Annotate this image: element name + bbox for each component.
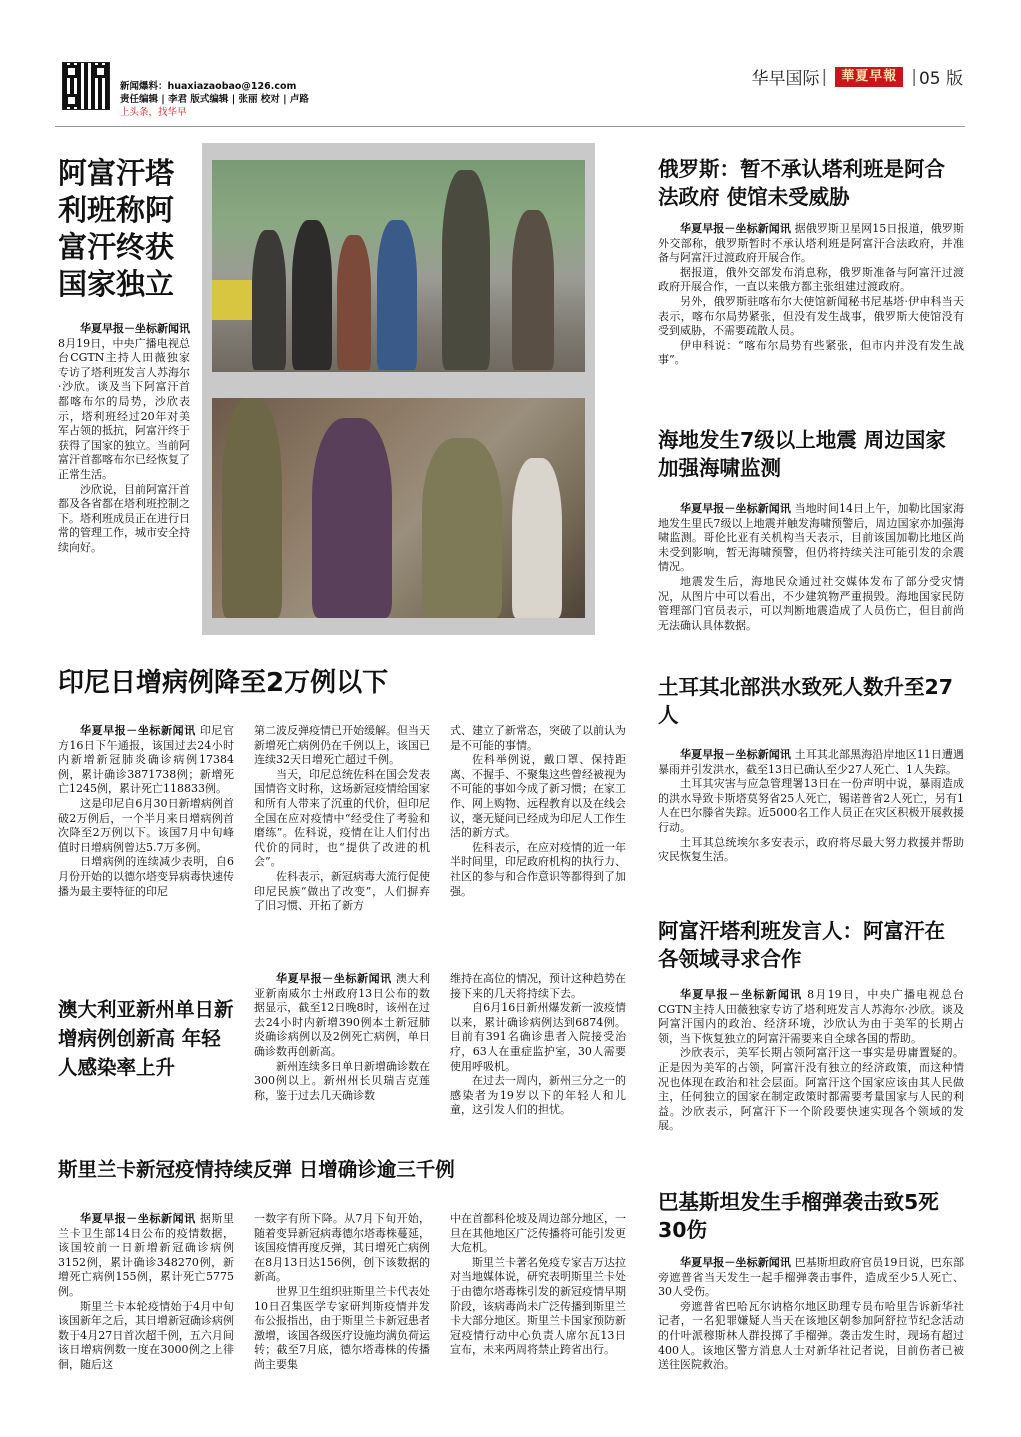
masthead-meta <box>120 80 309 119</box>
lead-paragraph: 8月19日，中央广播电视总台CGTN主持人田薇独家专访了塔利班发言人苏海尔·沙欣。谈及当下阿富汗首都喀布尔的局势，沙欣表示，塔利班经过20年对美军占领的抵抗，阿富汗终于获得了国家的独立。当前阿富汗首都喀布尔已经恢复了正常生活。 <box>58 336 190 481</box>
australia-col2 <box>450 972 626 1118</box>
indonesia-col3 <box>450 724 626 899</box>
srilanka-paragraph: 世界卫生组织驻斯里兰卡代表处10日召集医学专家研判斯疫情并发布公报指出，由于斯里兰卡新冠患者激增，该国各级医疗设施均满负荷运转；截至7月底，德尔塔毒株的传播尚主要集 <box>254 1284 430 1371</box>
indonesia-col2 <box>254 724 430 914</box>
qr-code <box>62 62 110 110</box>
srilanka-paragraph: 据斯里兰卡卫生部14日公布的疫情数据，该国较前一日新增新冠确诊病例3152例，累计确诊348270例，新增死亡病例155例，累计死亡5775例。 <box>58 1212 235 1298</box>
turkey-byline: 华夏早报－坐标新闻讯 <box>680 748 791 761</box>
indonesia-headline: 印尼日增病例降至2万例以下 <box>58 668 389 698</box>
pakistan-paragraph: 巴基斯坦政府官员19日说，巴东部旁遮普省当天发生一起手榴弹袭击事件，造成至少5人死亡、30人受伤。 <box>658 1256 965 1299</box>
haiti-paragraph: 当地时间14日上午，加勒比国家海地发生里氏7级以上地震并触发海啸预警后，周边国家亦加强海啸监测。哥伦比亚有关机构当天表示，目前该国加勒比地区尚未受到影响，暂无海啸预警，但仍将持续关注可能引发的余震情况。 <box>658 502 965 574</box>
srilanka-col3 <box>450 1212 626 1358</box>
russia-headline: 俄罗斯：暂不承认塔利班是阿合法政府 使馆未受威胁 <box>658 157 945 209</box>
australia-paragraph: 维持在高位的情况，预计这种趋势在接下来的几天将持续下去。 <box>450 972 626 1000</box>
pakistan-headline: 巴基斯坦发生手榴弹袭击致5死30伤 <box>658 1190 939 1242</box>
afghan2-byline: 华夏早报－坐标新闻讯 <box>680 988 803 1001</box>
srilanka-paragraph: 斯里兰卡本轮疫情始于4月中旬该国新年之后，其日增新冠确诊病例数于4月27日首次超千例，五六月间该日增病例数一度在3000例之上徘徊，随后这 <box>58 1299 234 1371</box>
turkey-paragraph: 土耳其北部黑海沿岸地区11日遭遇暴雨并引发洪水，截至13日已确认至少27人死亡、1人失踪。 <box>658 748 965 776</box>
russia-paragraph: 据俄罗斯卫星网15日报道，俄罗斯外交部称，俄罗斯暂时不承认塔利班是阿富汗合法政府，并准备与阿富汗过渡政府开展合作。 <box>658 222 965 265</box>
srilanka-byline: 华夏早报－坐标新闻讯 <box>80 1212 196 1225</box>
srilanka-paragraph: 一数字有所下降。从7月下旬开始，随着变异新冠病毒德尔塔毒株蔓延，该国疫情再度反弹，其日增死亡病例在8月13日达156例，创下该数据的新高。 <box>254 1212 430 1284</box>
indonesia-paragraph: 式、建立了新常态，突破了以前认为是不可能的事情。 <box>450 724 626 752</box>
indonesia-paragraph: 佐科表示，在应对疫情的近一年半时间里，印尼政府机构的执行力、社区的参与和合作意识等都得到了加强。 <box>450 840 626 898</box>
afghan2-body <box>658 988 964 1134</box>
russia-paragraph: 另外，俄罗斯驻喀布尔大使馆新闻秘书尼基塔·伊申科当天表示，喀布尔局势紧张，但没有发生战事，俄罗斯大使馆没有受到威胁，不需要疏散人员。 <box>658 294 964 338</box>
srilanka-paragraph: 中在首都科伦坡及周边部分地区，一旦在其他地区广泛传播将可能引发更大危机。 <box>450 1212 626 1255</box>
srilanka-col1 <box>58 1212 234 1373</box>
lead-headline: 阿富汗塔利班称阿富汗终获国家独立 <box>58 156 175 301</box>
srilanka-headline: 斯里兰卡新冠疫情持续反弹 日增确诊逾三千例 <box>58 1158 455 1181</box>
slogan: 上头条，找华早 <box>120 107 187 118</box>
lead-paragraph: 沙欣说，目前阿富汗首都及各省都在塔利班控制之下。塔利班成员正在进行日常的管理工作，城市安全持续向好。 <box>58 482 190 554</box>
newspaper-logo: 華夏早報 <box>835 67 903 87</box>
section-name: 华早国际 <box>751 69 820 89</box>
australia-byline: 华夏早报－坐标新闻讯 <box>276 972 392 985</box>
indonesia-paragraph: 佐科表示，新冠病毒大流行促使印尼民族“做出了改变”，人们摒弃了旧习惯、开拓了新方 <box>254 869 430 913</box>
lead-byline: 华夏早报－坐标新闻讯 <box>80 322 190 335</box>
turkey-paragraph: 土耳其灾害与应急管理署13日在一份声明中说，暴雨造成的洪水导致卡斯塔莫努省25人死亡，锡诺普省2人死亡，另有1人在巴尔滕省失踪。近5000名工作人员正在灾区积极开展救援行动。 <box>658 777 964 834</box>
afghan2-headline: 阿富汗塔利班发言人：阿富汗在各领域寻求合作 <box>658 919 945 971</box>
taliban-street-photo <box>212 160 585 372</box>
indonesia-byline: 华夏早报－坐标新闻讯 <box>80 724 196 737</box>
pakistan-paragraph: 旁遮普省巴哈瓦尔讷格尔地区助理专员布哈里告诉新华社记者，一名犯罪嫌疑人当天在该地区朝参加阿舒拉节纪念活动的什叶派穆斯林人群投掷了手榴弹。袭击发生时，现场有超过400人。该地区警方消息人士对新华社记者说，目前伤者已被送往医院救治。 <box>658 1299 964 1372</box>
australia-headline: 澳大利亚新州单日新增病例创新高 年轻人感染率上升 <box>58 998 234 1079</box>
haiti-headline: 海地发生7级以上地震 周边国家加强海啸监测 <box>658 428 946 480</box>
airport-soldier-photo <box>212 398 585 618</box>
afghan2-paragraph: 8月19日，中央广播电视总台CGTN主持人田薇独家专访了塔利班发言人苏海尔·沙欣。谈及阿富汗国内的政治、经济环境，沙欣认为由于美军的长期占领，当下恢复独立的阿富汗需要来自全球各国的帮助。 <box>658 988 965 1045</box>
australia-paragraph: 在过去一周内，新州三分之一的感染者为19岁以下的年轻人和儿童，这引发人们的担忧。 <box>450 1074 626 1117</box>
russia-body <box>658 222 964 368</box>
indonesia-paragraph: 这是印尼自6月30日新增病例首破2万例后，一个半月来日增病例首次降至2万例以下。该国7月中旬峰值时日增病例曾达5.7万多例。 <box>58 796 234 854</box>
header-rule <box>55 126 965 127</box>
turkey-body <box>658 748 964 865</box>
australia-paragraph: 澳大利亚新南威尔士州政府13日公布的数据显示，截至12日晚8时，该州在过去24小时内新增390例本土新冠肺炎确诊病例以及2例死亡病例，单日确诊数再创新高。 <box>254 972 431 1058</box>
lead-body <box>58 322 190 556</box>
australia-paragraph: 自6月16日新州爆发新一波疫情以来，累计确诊病例达到6874例。目前有391名确诊患者入院接受治疗，63人在重症监护室，30人需要使用呼吸机。 <box>450 1001 626 1073</box>
pakistan-byline: 华夏早报－坐标新闻讯 <box>680 1256 791 1269</box>
russia-byline: 华夏早报－坐标新闻讯 <box>680 222 791 235</box>
page-header: 华早国际 | 華夏早報 | 05 版 <box>751 64 963 89</box>
contact-email: 新闻爆料：huaxiazaobao@126.com <box>120 81 297 92</box>
editor-credits: 责任编辑 | 李君 版式编辑 | 张丽 校对 | 卢路 <box>120 94 309 105</box>
indonesia-paragraph: 日增病例的连续减少表明，自6月份开始的以德尔塔变异病毒快速传播为最主要特征的印尼 <box>58 855 234 898</box>
indonesia-paragraph: 第二波反弹疫情已开始缓解。但当天新增死亡病例仍在千例以上，该国已连续32天日增死亡超过千例。 <box>254 724 430 767</box>
haiti-paragraph: 地震发生后，海地民众通过社交媒体发布了部分受灾情况，从图片中可以看出，不少建筑物严重损毁。海地国家民防管理部门官员表示，可以判断地震造成了人员伤亡，但目前尚无法确认具体数据。 <box>658 574 964 632</box>
russia-paragraph: 据报道，俄外交部发布消息称，俄罗斯准备与阿富汗过渡政府开展合作，一直以来俄方都主张组建过渡政府。 <box>658 265 964 294</box>
turkey-headline: 土耳其北部洪水致死人数升至27人 <box>658 675 954 727</box>
turkey-paragraph: 土耳其总统埃尔多安表示，政府将尽最大努力救援并帮助灾民恢复生活。 <box>658 835 964 864</box>
indonesia-paragraph: 印尼官方16日下午通报，该国过去24小时内新增新冠肺炎确诊病例17384例，累计确诊3871738例；新增死亡1245例，累计死亡118833例。 <box>58 724 235 796</box>
srilanka-paragraph: 斯里兰卡著名免疫专家吉万达拉对当地媒体说，研究表明斯里兰卡处于由德尔塔毒株引发的新冠疫情早期阶段，该病毒尚未广泛传播到斯里兰卡大部分地区。斯里兰卡国家预防新冠疫情行动中心负责人席尔瓦13日宣布，未来两周将禁止跨省出行。 <box>450 1255 626 1357</box>
russia-paragraph: 伊申科说：“喀布尔局势有些紧张，但市内并没有发生战事”。 <box>658 338 964 367</box>
indonesia-paragraph: 佐科举例说，戴口罩、保持距离、不握手、不聚集这些曾经被视为不可能的事如今成了新习惯；在家工作、网上购物、远程教育以及在线会议，毫无疑问已经成为印尼人工作生活的新方式。 <box>450 753 626 840</box>
australia-col1 <box>254 972 430 1103</box>
indonesia-paragraph: 当天，印尼总统佐科在国会发表国情咨文时称，这场新冠疫情给国家和所有人带来了沉重的代价，但印尼全国在应对疫情中“经受住了考验和磨练”。佐科说，疫情在让人们付出代价的同时，也“提供了改进的机会”。 <box>254 767 430 869</box>
indonesia-col1 <box>58 724 234 899</box>
haiti-body <box>658 502 964 633</box>
haiti-byline: 华夏早报－坐标新闻讯 <box>680 502 791 515</box>
page-number: 05 版 <box>918 69 963 89</box>
pakistan-body <box>658 1256 964 1373</box>
afghan2-paragraph: 沙欣表示，美军长期占领阿富汗这一事实是毋庸置疑的。正是因为美军的占领，阿富汗没有独立的经济政策，而这种情况也体现在政治和社会层面。阿富汗这个国家应该由其人民做主，任何独立的国家在制定政策时都需要考量国家与人民的利益。沙欣表示，阿富汗下一个阶段要快速实现各个领域的发展。 <box>658 1046 964 1133</box>
australia-paragraph: 新州连续多日单日新增确诊数在300例以上。新州州长贝瑞吉克莲称，鉴于过去几天确诊数 <box>254 1059 430 1102</box>
srilanka-col2 <box>254 1212 430 1373</box>
